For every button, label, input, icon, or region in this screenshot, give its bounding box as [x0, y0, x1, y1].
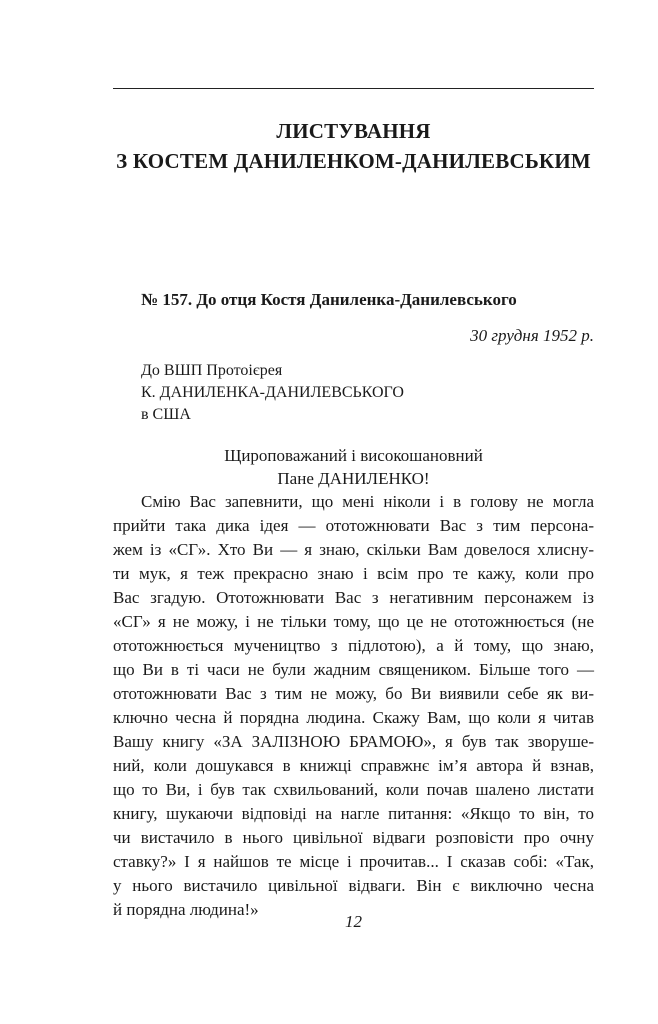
body-line: у нього вистачило цивільної відваги. Він є виключно чесна [113, 876, 594, 895]
body-line: Вас згадую. Ототожнювати Вас з негативним персонажем із [113, 588, 594, 607]
body-line: що то Ви, і був так схвильований, коли почав шалено листати [113, 780, 594, 799]
page-number: 12 [345, 912, 362, 931]
body-line: Смію Вас запевнити, що мені ніколи і в голову не могла [141, 492, 594, 511]
letter-address [141, 360, 404, 426]
address-line: К. ДАНИЛЕНКА-ДАНИЛЕВСЬКОГО [141, 384, 404, 401]
chapter-title-line-1: ЛИСТУВАННЯ [276, 119, 431, 143]
letter-body [113, 490, 594, 922]
chapter-title [113, 116, 594, 176]
body-line: ототожнювати Вас з тим не можу, бо Ви виявили себе як ви- [113, 684, 594, 703]
body-line: й порядна людина!» [113, 900, 259, 919]
body-line: що Ви в ті часи не були жадним священиком. Більше того — [113, 660, 594, 679]
body-line: ключно чесна й порядна людина. Скажу Вам, що коли я читав [113, 708, 594, 727]
letter-date: 30 грудня 1952 р. [470, 326, 594, 345]
body-line: Вашу книгу «ЗА ЗАЛІЗНОЮ БРАМОЮ», я був так зворуше- [113, 732, 594, 751]
letter-salutation [113, 444, 594, 490]
top-rule [113, 88, 594, 89]
body-line: «СГ» я не можу, і не тільки тому, що це не ототожнюється (не [113, 612, 594, 631]
salutation-line: Пане ДАНИЛЕНКО! [277, 469, 430, 488]
body-line: книгу, шукаючи відповіді на нагле питання: «Якщо то він, то [113, 804, 594, 823]
body-line: прийти така дика ідея — ототожнювати Вас з тим персона- [113, 516, 594, 535]
body-line: ти мук, я теж прекрасно знаю і всім про те кажу, коли про [113, 564, 594, 583]
body-line: ставку?» І я найшов те місце і прочитав... І сказав собі: «Так, [113, 852, 594, 871]
body-line: ний, коли дошукався в книжці справжнє ім’я автора й взнав, [113, 756, 594, 775]
address-line: в США [141, 406, 191, 423]
body-line: жем із «СГ». Хто Ви — я знаю, скільки Вам довелося хлисну- [113, 540, 594, 559]
salutation-line: Щироповажаний і високошановний [224, 446, 483, 465]
letter-heading: № 157. До отця Костя Даниленка-Данилевського [141, 290, 517, 309]
address-line: До ВШП Протоієрея [141, 362, 283, 379]
chapter-title-line-2: З КОСТЕМ ДАНИЛЕНКОМ-ДАНИЛЕВСЬКИМ [116, 149, 591, 173]
body-line: ототожнюється мучеництво з підлотою), а й тому, що знаю, [113, 636, 594, 655]
body-line: чи вистачило в нього цивільної відваги розповісти про очну [113, 828, 594, 847]
